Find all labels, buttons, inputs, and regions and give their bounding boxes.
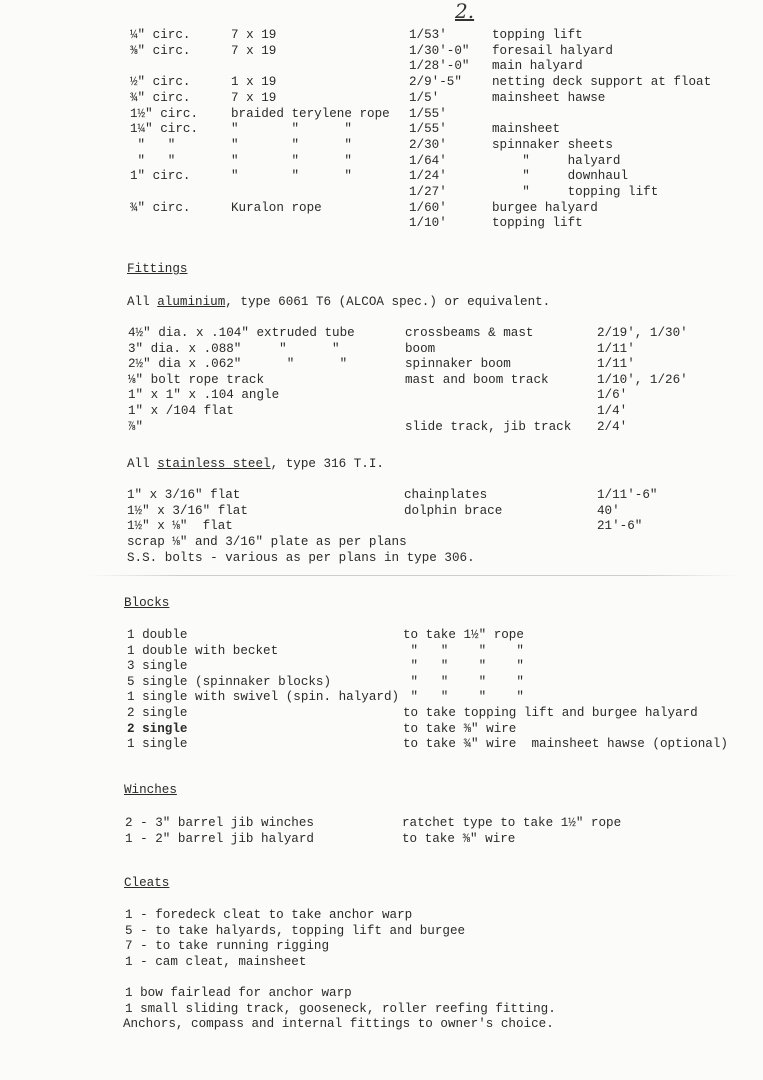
block-row: [0, 644, 763, 660]
rope-use: mainsheet: [492, 122, 561, 137]
extra-row: [0, 986, 763, 1002]
block-description: 1 single with swivel (spin. halyard): [127, 690, 400, 705]
rope-length: 1/64': [409, 153, 447, 168]
steel-quantity: 21'-6": [597, 519, 643, 534]
fitting-description: 2½" dia x .062" " ": [128, 357, 348, 372]
steel-description: 1½" x 3/16" flat: [127, 503, 248, 518]
aluminium-row: [0, 373, 763, 389]
cleat-row: [0, 924, 763, 940]
rope-type: 7 x 19: [231, 90, 277, 105]
rope-length: 1/60': [409, 200, 447, 215]
rope-size: " ": [130, 153, 176, 168]
extra-item: 1 bow fairlead for anchor warp: [125, 986, 352, 1000]
rope-size: ¼" circ.: [130, 28, 191, 42]
block-use: to take topping lift and burgee halyard: [403, 706, 698, 720]
rope-row: [0, 216, 763, 232]
cleat-row: [0, 939, 763, 955]
fitting-quantity: 2/19', 1/30': [597, 326, 688, 340]
steel-quantity: 1/11'-6": [597, 488, 658, 502]
aluminium-row: [0, 326, 763, 342]
aluminium-row: [0, 388, 763, 404]
block-description: 1 double: [127, 628, 188, 642]
block-description: 1 single: [127, 737, 188, 752]
rope-row: [0, 28, 763, 44]
rope-row: [0, 154, 763, 170]
rope-length: 1/24': [409, 169, 447, 184]
fitting-description: 1" x 1" x .104 angle: [128, 388, 280, 403]
rope-type: braided terylene rope: [231, 106, 390, 121]
winch-use: to take ⅜" wire: [402, 831, 516, 846]
fitting-description: ⅞": [128, 419, 144, 434]
rope-size: ¾" circ.: [130, 90, 191, 105]
block-description: 3 single: [127, 659, 188, 674]
winch-use: ratchet type to take 1½" rope: [402, 816, 622, 830]
block-use: " " " ": [403, 690, 524, 705]
rope-size: ⅜" circ.: [130, 43, 191, 58]
rope-row: [0, 122, 763, 138]
rope-length: 1/10': [409, 216, 447, 231]
rope-length: 1/55': [409, 122, 447, 137]
winch-row: [0, 816, 763, 832]
rope-length: 2/30': [409, 137, 447, 152]
rope-use: topping lift: [492, 28, 583, 42]
blocks-heading: Blocks: [124, 596, 170, 610]
extra-item: Anchors, compass and internal fittings to owner's choice.: [123, 1017, 554, 1032]
rope-length: 1/5': [409, 90, 440, 105]
steel-word: stainless steel: [157, 457, 271, 471]
rope-length: 1/53': [409, 28, 447, 42]
rope-use: " halyard: [492, 153, 621, 168]
aluminium-spec-line: [127, 295, 550, 311]
cleat-item: 5 - to take halyards, topping lift and burgee: [125, 923, 466, 938]
rope-type: " " ": [231, 122, 352, 137]
rope-type: " " ": [231, 153, 352, 168]
rope-type: 7 x 19: [231, 43, 277, 58]
winch-description: 2 - 3" barrel jib winches: [125, 816, 314, 830]
aluminium-suffix: , type 6061 T6 (ALCOA spec.) or equivalent.: [225, 295, 551, 309]
rope-length: 1/28'-0": [409, 59, 470, 74]
block-row: [0, 722, 763, 738]
rope-use: mainsheet hawse: [492, 90, 606, 105]
steel-prefix: All: [127, 457, 158, 471]
fitting-quantity: 2/4': [597, 419, 628, 434]
fitting-use: spinnaker boom: [405, 357, 511, 372]
scrap-line: scrap ⅛" and 3/16" plate as per plans: [127, 535, 407, 549]
block-row: [0, 628, 763, 644]
rope-use: foresail halyard: [492, 43, 613, 58]
fittings-heading: Fittings: [127, 262, 188, 276]
steel-use: chainplates: [404, 488, 488, 502]
steel-row: [0, 519, 763, 535]
rope-row: [0, 91, 763, 107]
rope-length: 1/27': [409, 185, 447, 199]
rope-use: burgee halyard: [492, 200, 598, 215]
rope-use: netting deck support at float: [492, 75, 712, 90]
block-description: 2 single: [127, 721, 188, 736]
block-row: [0, 737, 763, 753]
aluminium-row: [0, 404, 763, 420]
block-description: 1 double with becket: [127, 643, 279, 658]
rope-use: spinnaker sheets: [492, 137, 613, 152]
block-use: to take ⅜" wire: [403, 721, 517, 736]
rope-size: ½" circ.: [130, 75, 191, 90]
block-row: [0, 690, 763, 706]
aluminium-row: [0, 357, 763, 373]
rope-row: [0, 44, 763, 60]
rope-length: 2/9'-5": [409, 75, 462, 90]
fitting-description: 1" x /104 flat: [128, 404, 234, 418]
rope-length: 1/55': [409, 106, 447, 121]
block-use: " " " ": [403, 643, 524, 658]
rope-type: 1 x 19: [231, 75, 277, 90]
extra-row: [0, 1002, 763, 1018]
rope-row: [0, 75, 763, 91]
extra-item: 1 small sliding track, gooseneck, roller reefing fitting.: [125, 1001, 556, 1016]
fitting-quantity: 1/4': [597, 404, 628, 418]
cleat-row: [0, 908, 763, 924]
winch-row: [0, 832, 763, 848]
aluminium-prefix: All: [127, 295, 158, 309]
rope-size: 1¼" circ.: [130, 122, 199, 137]
rope-use: " topping lift: [492, 185, 659, 199]
rope-size: ¾" circ.: [130, 200, 191, 215]
fitting-use: mast and boom track: [405, 372, 549, 387]
rope-use: topping lift: [492, 216, 583, 231]
rope-size: 1" circ.: [130, 169, 191, 184]
steel-description: 1½" x ⅛" flat: [127, 519, 233, 534]
block-use: to take ¾" wire mainsheet hawse (optional): [403, 737, 728, 752]
rope-row: [0, 138, 763, 154]
fitting-description: ⅛" bolt rope track: [128, 372, 265, 387]
rope-row: [0, 185, 763, 201]
aluminium-row: [0, 420, 763, 436]
rope-size: " ": [130, 137, 176, 152]
steel-row: [0, 488, 763, 504]
cleat-item: 7 - to take running rigging: [125, 939, 330, 954]
steel-quantity: 40': [597, 503, 620, 518]
extra-row: [0, 1017, 763, 1033]
rope-size: 1½" circ.: [130, 106, 199, 121]
rope-row: [0, 169, 763, 185]
fitting-description: 3" dia. x .088" " ": [128, 341, 340, 356]
fitting-use: boom: [405, 341, 436, 356]
steel-use: dolphin brace: [404, 503, 503, 518]
rope-type: " " ": [231, 169, 352, 184]
cleat-item: 1 - foredeck cleat to take anchor warp: [125, 908, 413, 922]
rope-row: [0, 201, 763, 217]
steel-description: 1" x 3/16" flat: [127, 488, 241, 502]
steel-row: [0, 504, 763, 520]
rope-type: 7 x 19: [231, 28, 277, 42]
rope-row: [0, 107, 763, 123]
divider-line: [88, 575, 738, 576]
winch-description: 1 - 2" barrel jib halyard: [125, 831, 314, 846]
bolts-line: S.S. bolts - various as per plans in type 306.: [127, 551, 475, 565]
rope-row: [0, 59, 763, 75]
fitting-use: slide track, jib track: [405, 419, 572, 434]
steel-spec-line: [127, 457, 384, 473]
fitting-quantity: 1/10', 1/26': [597, 372, 688, 387]
block-row: [0, 675, 763, 691]
rope-use: " downhaul: [492, 169, 629, 184]
fitting-use: crossbeams & mast: [405, 326, 534, 340]
block-description: 2 single: [127, 706, 188, 720]
winches-heading: Winches: [124, 783, 177, 797]
cleat-item: 1 - cam cleat, mainsheet: [125, 954, 307, 969]
rope-type: " " ": [231, 137, 352, 152]
rope-length: 1/30'-0": [409, 43, 470, 58]
page-number: 2.: [455, 0, 475, 23]
steel-suffix: , type 316 T.I.: [270, 457, 384, 471]
cleats-heading: Cleats: [124, 876, 170, 890]
fitting-description: 4½" dia. x .104" extruded tube: [128, 326, 355, 340]
block-row: [0, 659, 763, 675]
block-use: to take 1½" rope: [403, 628, 524, 642]
aluminium-row: [0, 342, 763, 358]
block-description: 5 single (spinnaker blocks): [127, 674, 332, 689]
block-row: [0, 706, 763, 722]
block-use: " " " ": [403, 674, 524, 689]
cleat-row: [0, 955, 763, 971]
aluminium-word: aluminium: [157, 295, 226, 309]
rope-type: Kuralon rope: [231, 200, 322, 215]
fitting-quantity: 1/6': [597, 388, 628, 403]
rope-use: main halyard: [492, 59, 583, 74]
fitting-quantity: 1/11': [597, 357, 635, 372]
fitting-quantity: 1/11': [597, 341, 635, 356]
block-use: " " " ": [403, 659, 524, 674]
